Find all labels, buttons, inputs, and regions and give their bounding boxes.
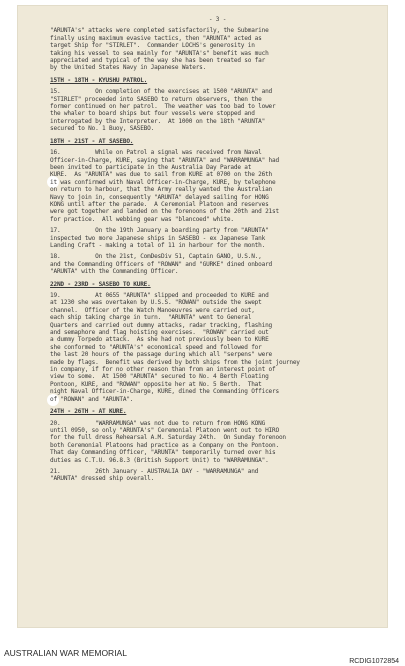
text-line: "ARUNTA" dressed ship overall. [50, 475, 155, 483]
text-line: both Ceremonial Platoons had practice as a Company on the Pontoon. [50, 441, 279, 449]
text-line: 19. At 0655 "ARUNTA" slipped and proceeded to KURE and [50, 292, 269, 299]
text-line: KONG until after the parade. A Ceremonial Platoon and reserves [50, 200, 269, 208]
archive-name: AUSTRALIAN WAR MEMORIAL [4, 648, 127, 658]
text-line: and semaphore and flag hoisting exercises. "ROWAN" carried out [50, 329, 269, 337]
text-line: each ship taking charge in turn. "ARUNTA" went to General [50, 314, 252, 322]
text-line: for the full dress Rehearsal A.M. Saturday 24th. On Sunday forenoon [50, 434, 286, 442]
text-line: target Ship for "STIRLET". Commander LOCHS's generosity in [50, 42, 255, 50]
text-line: in company, if for no other reason than from an interest point of [50, 366, 276, 374]
text-line: it was confirmed with Naval Officer-in-Charge, KURE, by telephone [50, 178, 276, 186]
text-line: view to some. At 1500 "ARUNTA" secured to No. 4 Berth Floating [50, 373, 269, 381]
text-line: by the United States Navy in Japanese Waters. [50, 64, 207, 72]
text-line: on return to harbour, that the Army really wanted the Australian [50, 186, 272, 194]
text-line: and the Commanding Officers of "ROWAN" and "GURKE" dined onboard [50, 260, 272, 268]
document-page [18, 6, 387, 627]
text-line: made by flags. Benefit was derived by both ships from the joint journey [50, 358, 300, 366]
text-line: 17. On the 19th January a boarding party from "ARUNTA" [50, 227, 269, 235]
text-blocks [50, 27, 385, 482]
text-line: finally using maximum evasive tactics, then "ARUNTA" acted as [50, 34, 262, 42]
text-line: a dummy Torpedo attack. As she had not previously been to KURE [50, 336, 269, 344]
text-line: night Naval Officer-in-Charge, KURE, dined the Commanding Officers [50, 388, 279, 396]
text-line: former continued on her patrol. The weather was too bad to lower [50, 103, 276, 111]
text-line: Quarters and carried out dummy attacks, radar tracking, flashing [50, 321, 272, 329]
text-line: 21. 26th January - AUSTRALIA DAY - "WARRAMUNGA" and [50, 467, 259, 475]
section-heading: 24TH - 26TH - AT KURE. [50, 408, 127, 416]
text-line: duties as C.T.U. 96.8.3 (British Support Unit) to "WARRAMUNGA". [50, 456, 269, 464]
text-line: interrogated by the Interpreter. At 1000 on the 18th "ARUNTA" [50, 117, 266, 125]
archive-footer [0, 640, 405, 666]
text-line: Officer-in-Charge, KURE, saying that "ARUNTA" and "WARRAMUNGA" had [50, 156, 279, 164]
text-line: at 1230 she was overtaken by U.S.S. "ROWAN" outside the swept [50, 299, 262, 307]
text-line: 15. On completion of the exercises at 1500 "ARUNTA" and [50, 88, 272, 96]
text-line: the last 20 hours of the passage during which all "serpens" were [50, 351, 272, 359]
page-number: - 3 - [208, 16, 227, 23]
text-line: channel. Officer of the Watch Manoeuvres were carried out, [50, 306, 255, 314]
text-line: of "ROWAN" and "ARUNTA". [50, 395, 134, 403]
text-line: "ARUNTA" with the Commanding Officer. [50, 268, 179, 276]
text-line: Pontoon, KURE, and "ROWAN" opposite her at No. 5 Berth. That [50, 380, 262, 388]
text-line: secured to No. 1 Buoy, SASEBO. [50, 125, 155, 133]
text-line: Navy to join in, consequently "ARUNTA" delayed sailing for HONG [50, 193, 269, 201]
text-line: 20. "WARRAMUNGA" was not due to return from HONG KONG [50, 419, 266, 427]
text-line: until 0950, so only "ARUNTA's" Ceremonial Platoon went out to HIRO [50, 426, 279, 434]
text-line: Landing Craft - making a total of 11 in harbour for the month. [50, 241, 266, 249]
text-line: 18. On the 21st, ComDesDiv 51, Captain GANO, U.S.N., [50, 253, 262, 261]
text-line: "STIRLET" proceeded into SASEBO to return observers, then the [50, 95, 262, 103]
text-line: That day Commanding Officer, "ARUNTA" temporarily turned over his [50, 449, 276, 457]
section-heading: 18TH - 21ST - AT SASEBO. [50, 137, 134, 145]
text-line: the whaler to board ships but four vessels were stopped and [50, 110, 255, 118]
section-heading: 22ND - 23RD - SASEBO TO KURE. [50, 280, 151, 288]
text-line: "ARUNTA's" attacks were completed satisfactorily, the Submarine [50, 27, 269, 35]
text-line: KURE. As "ARUNTA" was due to sail from KURE at 0700 on the 26th [50, 171, 272, 179]
text-line: taking his vessel to sea mainly for "ARUNTA's" benefit was much [50, 49, 269, 57]
text-line: been invited to participate in the Australia Day Parade at [50, 163, 252, 171]
document-body [50, 16, 385, 483]
archive-reference-id: RCDIG1072854 [349, 658, 399, 665]
text-line: appreciated and typical of the way she has been treated so far [50, 57, 266, 65]
text-line: 16. While on Patrol a signal was received from Naval [50, 149, 262, 157]
section-heading: 15TH - 18TH - KYUSHU PATROL. [50, 76, 148, 84]
text-line: she conformed to "ARUNTA's" economical speed and followed for [50, 343, 262, 351]
text-line: for practice. All webbing gear was "blancoed" white. [50, 215, 234, 223]
text-line: inspected two more Japanese ships in SASEBO - ex Japanese Tank [50, 234, 266, 242]
text-line: were got together and landed on the forenoons of the 20th and 21st [50, 208, 279, 216]
